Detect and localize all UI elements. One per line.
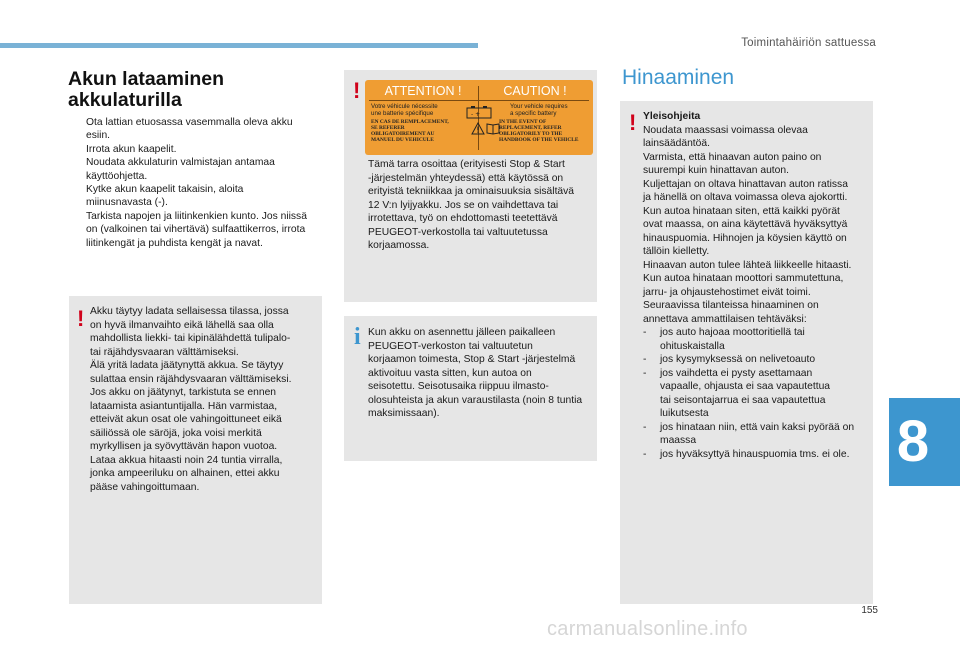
chapter-number: 8 [896,409,930,474]
sticker-en-line: IN THE EVENT OF [499,119,547,125]
sticker-en-line: HANDBOOK OF THE VEHICLE [499,137,579,143]
charging-warning-panel [69,296,322,604]
towing-list-line: vapaalle, ohjausta ei saa vapautettua [660,381,831,392]
towing-paragraph-line: lainsäädäntöä. [643,138,710,149]
warning-icon: ! [353,78,361,103]
header-accent-bar [0,43,478,48]
stop-start-info-line: PEUGEOT-verkoston tai valtuutetun [368,340,533,352]
towing-paragraph-line: Hinaavan auton tulee lähteä liikkeelle hitaasti. [643,259,852,271]
battery-label-line: PEUGEOT-verkostolla tai valtuutetussa [368,226,548,238]
charging-step-line: liitinkengät ja puhdista kengät ja navat. [86,237,263,249]
charging-warning-line: Jos akku on jäätynyt, tarkistuta se ennen [90,387,277,398]
battery-label-line: korjaamossa. [368,240,430,251]
warning-icon: ! [77,306,85,331]
chapter-tab [889,398,960,486]
watermark: carmanualsonline.info [547,618,748,640]
towing-paragraph-line: Kun autoa hinataan siten, että kaikki pyörät [643,205,840,217]
charging-step-line: käyttöohjetta. [86,170,148,182]
charging-step-line: Ota lattian etuosassa vasemmalla oleva akku [86,117,293,128]
battery-label-text [368,158,596,253]
sticker-en-instructions [499,119,593,143]
sticker-en-small-line: a specific battery [510,110,557,117]
towing-subtitle: Yleisohjeita [643,111,701,122]
sticker-en-small [510,103,590,117]
dash-bullet: - [643,354,647,365]
sticker-fr-small-line: une batterie spécifique [371,110,434,117]
towing-panel [620,101,873,604]
towing-paragraph-line: Seuraavissa tilanteissa hinaaminen on [643,300,819,311]
towing-list-line: jos hinataan niin, että vain kaksi pyörää on [660,421,855,433]
dash-bullet: - [643,367,647,379]
charging-warning-line: pääse vahingoittumaan. [90,481,200,493]
charging-step [68,143,323,156]
towing-list-item [643,367,871,421]
stop-start-info-line: olosuhteista ja akun varaustilasta (noin 8 tuntia [368,394,583,406]
charging-warning-line: Älä yritä ladata jäätynyttä akkua. Se täytyy [90,360,284,371]
dash-bullet: - [643,327,647,338]
charging-warning-line: säiliössä ole säröjä, joka voisi merkitä [90,427,262,439]
battery-label-line: -järjestelmän yhteydessä) että käytössä on [368,172,564,184]
charging-warning-line: tai räjähdysvaaran välttämiseksi. [90,346,239,358]
stop-start-info-line: korjaamon toimesta, Stop & Start -järjestelmä [368,354,576,365]
stop-start-info-text [368,326,596,421]
towing-paragraph-line: annettava ammattilaisen tehtäväksi: [643,313,807,325]
charging-steps-list [68,116,323,250]
charging-step-line: Noudata akkulaturin valmistajan antamaa [86,157,275,169]
towing-paragraph-line: Kun autoa hinataan moottori sammutettuna, [643,273,844,284]
towing-paragraph-line: Varmista, että hinaavan auton paino on [643,151,822,163]
charging-step-line: miinusnavasta (-). [86,197,168,209]
svg-text:- +: - + [471,111,481,118]
dash-bullet: - [643,448,647,460]
charging-step [68,156,323,183]
charging-step [68,116,323,143]
charging-warning-line: sulattaa ensin räjähdysvaaran välttämiseksi. [90,373,292,385]
stop-start-info-line: Kun akku on asennettu jälleen paikalleen [368,327,556,338]
towing-body [643,110,871,461]
towing-list-line: jos kysymyksessä on nelivetoauto [660,354,816,365]
charging-title-line-1: Akun lataaminen [68,68,225,90]
sticker-en-small-line: Your vehicle requires [510,103,568,110]
page-number: 155 [861,605,878,616]
towing-paragraph-line: suurempi kuin hinattavan auton. [643,165,789,176]
towing-list-line: luikutsesta [660,408,709,419]
sticker-en-line: REPLACEMENT, REFER [499,125,562,131]
sticker-attention: ATTENTION ! [384,84,462,98]
charging-warning-line: Akku täytyy ladata sellaisessa tilassa, jossa [90,306,289,317]
sticker-fr-instructions [371,119,471,143]
towing-paragraph-line: Kuljettajan on oltava hinattavan auton ratissa [643,178,848,190]
towing-paragraph-line: tällöin kielletty. [643,246,710,257]
towing-list [643,326,871,461]
warning-icon: ! [629,110,637,135]
battery-warning-sticker [365,80,593,155]
towing-list-item [643,326,871,353]
charging-step-line: esiin. [86,130,111,142]
charging-step-line: Irrota akun kaapelit. [86,143,177,155]
dash-bullet: - [643,421,647,433]
charging-warning-line: etteivät akun osat ole vahingoittuneet eikä [90,414,282,425]
sticker-caution: CAUTION ! [503,84,567,98]
charging-step-line: Tarkista napojen ja liitinkenkien kunto. Jos niissä [86,210,307,222]
towing-list-line: jos auto hajoaa moottoritiellä tai [660,327,805,338]
sticker-fr-small [371,103,466,117]
charging-title [68,69,318,111]
charging-warning-line: jonka ampeeriluku on alhainen, ettei akku [90,468,280,479]
sticker-fr-line: MANUEL DU VEHICULE [371,137,434,143]
charging-warning-line: mahdollista liekki- tai kipinälähdettä tulipalo- [90,333,291,344]
towing-paragraph-line: hinauspuomia. Hihnojen ja köysien käyttö on [643,232,847,244]
charging-warning-line: on hyvä ilmanvaihto eikä lähellä saa olla [90,319,274,331]
sticker-fr-small-line: Votre véhicule nécessite [371,103,438,110]
battery-label-line: erityistä tekniikkaa ja ominaisuuksia sisältävä [368,186,575,197]
towing-list-line: jos vaihdetta ei pysty asettamaan [660,367,813,379]
sticker-fr-line: SE REFERER [371,125,405,131]
stop-start-info-line: aktivoituu vasta sitten, kun autoa on [368,367,532,379]
charging-step [68,183,323,210]
towing-paragraph-line: ovat maassa, on aina käytettävä hyväksyttyä [643,219,848,230]
battery-label-line: irrotettava, työ on ehdottomasti teetettävä [368,213,558,224]
stop-start-info-line: seisotettu. Seisotusaika riippuu ilmasto- [368,381,549,392]
towing-paragraph-line: jarru- ja ohjaustehostimet eivät toimi. [643,286,811,298]
towing-list-line: ohituskaistalla [660,340,725,352]
battery-label-line: Tämä tarra osoittaa (erityisesti Stop & Start [368,159,565,170]
battery-icon [465,105,493,119]
sticker-fr-line: OBLIGATOIREMENT AU [371,131,435,137]
towing-list-line: jos hyväksyttyä hinauspuomia tms. ei ole. [660,448,850,460]
sticker-divider-horizontal [369,100,589,101]
charging-warning-line: lataamista asiantuntijalla. Hän varmistaa, [90,400,278,412]
charging-title-line-2: akkulaturilla [68,89,182,111]
stop-start-info-panel [344,316,597,461]
charging-step-line: on (valkoinen tai vihertävä) sulfaattikerros, irrota [86,224,306,236]
sticker-fr-line: EN CAS DE REMPLACEMENT, [371,119,449,125]
towing-list-line: maassa [660,435,697,446]
charging-warning-line: myrkyllisen ja syövyttävän hapon vuotoa. [90,441,278,452]
charging-step [68,210,323,250]
towing-paragraph-line: ja hänellä on oltava voimassa oleva ajokortti. [643,192,848,203]
towing-list-item [643,448,871,462]
towing-paragraph [643,124,871,327]
section-header: Toimintahäiriön sattuessa [741,37,876,49]
towing-list-item [643,421,871,448]
charging-step-line: Kytke akun kaapelit takaisin, aloita [86,184,244,196]
towing-paragraph-line: Noudata maassasi voimassa olevaa [643,124,808,136]
sticker-en-line: OBLIGATORILY TO THE [499,131,563,137]
info-icon: i [354,324,361,350]
towing-list-line: tai seisontajarrua ei saa vapautettua [660,394,826,406]
battery-label-line: 12 V:n lyijyakku. Jos se on vaihdettava tai [368,199,559,211]
towing-list-item [643,353,871,367]
charging-warning-text [90,305,320,494]
warning-triangle-icon [471,122,485,135]
towing-title: Hinaaminen [622,66,735,89]
stop-start-info-line: maksimissaan). [368,408,440,419]
charging-warning-line: Lataa akkua hitaasti noin 24 tuntia virralla, [90,454,283,466]
manual-book-icon [486,122,500,135]
